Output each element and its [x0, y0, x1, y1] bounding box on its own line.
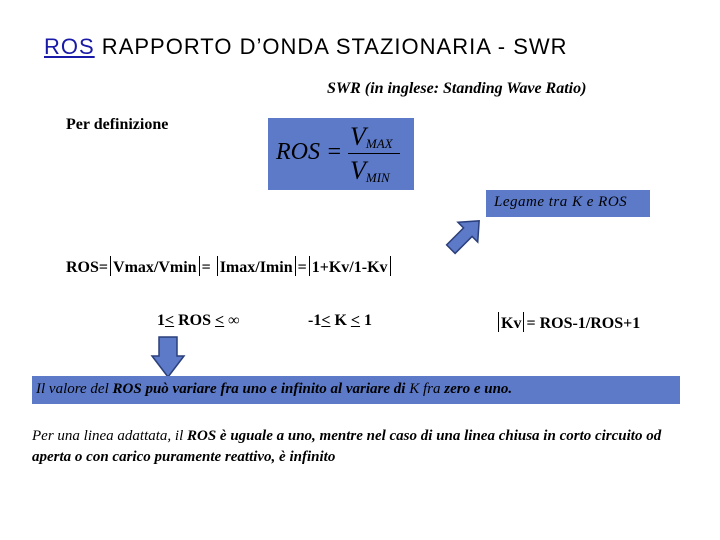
arrow-up-right-icon [440, 210, 490, 260]
explanation-paragraph: Per una linea adattata, il ROS è uguale a uno, mentre nel caso di una linea chiusa in corto circuito od aperta o con carico puramente reattivo, è infinito [32, 428, 662, 465]
value-statement-box: Il valore del ROS può variare fra uno e infinito al variare di K fra zero e uno. [32, 376, 680, 404]
formula-numerator: $V_{MAX}$ [350, 122, 393, 151]
per-definizione-label: Per definizione [66, 116, 169, 133]
arrow-down-icon [151, 336, 185, 378]
ros-relation: ROS= Vmax/Vmin = Imax/Imin = 1+Kv/1-Kv [66, 256, 393, 277]
legame-box: Legame tra K e ROS [486, 190, 650, 217]
ros-range: 1< ROS < ∞ [157, 312, 240, 329]
swr-definition: SWR (in inglese: Standing Wave Ratio) [327, 80, 587, 97]
title-text: RAPPORTO D’ONDA STAZIONARIA - SWR [94, 34, 568, 59]
ros-formula-box [268, 118, 414, 190]
kv-relation: Kv = ROS-1/ROS+1 [496, 312, 640, 333]
formula-lhs: ROS = [276, 139, 343, 165]
page-title [44, 34, 568, 60]
ros-link[interactable]: ROS [44, 34, 95, 59]
k-range: -1< K < 1 [308, 312, 373, 329]
formula-denominator: $V_{MIN}$ [350, 156, 390, 185]
fraction-line [348, 153, 400, 154]
